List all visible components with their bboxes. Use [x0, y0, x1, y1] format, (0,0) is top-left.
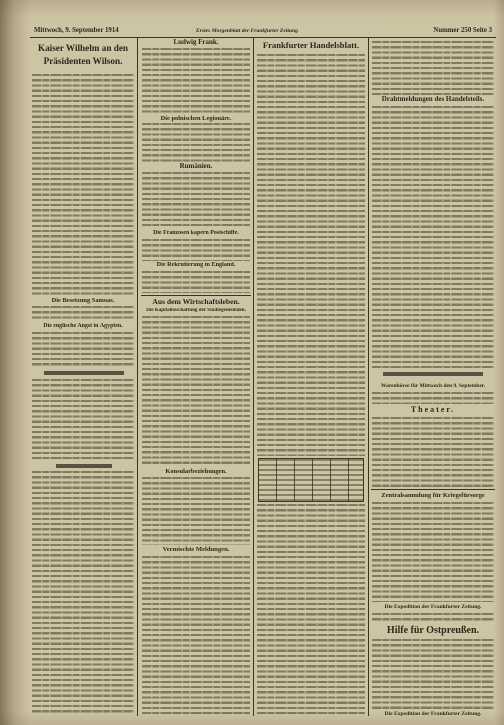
column-divider [253, 38, 254, 716]
body-text-block [142, 316, 250, 466]
edition-title: Erstes Morgenblatt der Frankfurter Zeitung [196, 28, 298, 34]
section-rule [141, 295, 251, 296]
illegible-headline [56, 464, 112, 468]
body-text-block [142, 271, 250, 293]
page-number: Nummer 250 Seite 3 [433, 27, 492, 34]
section-title: Aus dem Wirtschaftsleben. [152, 298, 240, 306]
section-rule [371, 489, 495, 490]
article-headline: Ludwig Frank. [173, 39, 219, 46]
body-text-block [32, 306, 134, 321]
article-headline: Die Franzosen kapern Postschiffe. [153, 230, 239, 236]
article-headline: Rumänien. [179, 163, 213, 170]
article-headline: Die polnischen Legionäre. [160, 115, 232, 122]
illegible-headline [44, 371, 124, 375]
issue-date: Mittwoch, 9. September 1914 [34, 27, 119, 34]
body-text-block [372, 639, 494, 709]
body-text-block [142, 172, 250, 229]
body-text-block [372, 41, 494, 95]
column-divider [137, 38, 138, 716]
column-divider [368, 38, 369, 716]
body-text-block [142, 239, 250, 261]
article-headline: Warenbörse für Mittwoch den 9. September. [380, 383, 486, 389]
body-text-block [142, 556, 250, 715]
body-text-block [257, 54, 365, 456]
article-headline: Vermischte Meldungen. [162, 546, 230, 553]
lead-headline [31, 42, 135, 68]
article-headline: Die Kapitalbeschaffung der Städtegemeinden. [146, 308, 246, 313]
body-text-block [142, 477, 250, 545]
body-text-block [32, 74, 134, 295]
article-headline: Konsularbeziehungen. [165, 468, 227, 475]
body-text-block [32, 471, 134, 715]
lead-headline-line: Kaiser Wilhelm an den [37, 43, 129, 53]
article-headline: Theater. [410, 406, 456, 414]
article-headline: Die englische Angst in Ägypten. [43, 323, 123, 329]
illegible-headline [383, 372, 483, 376]
signature-line: Die Expedition der Frankfurter Zeitung. [384, 604, 482, 610]
masthead-rule [30, 37, 496, 38]
body-text-block [142, 48, 250, 113]
lead-headline-line: Präsidenten Wilson. [43, 56, 123, 66]
article-headline: Hilfe für Ostpreußen. [386, 625, 480, 636]
section-title: Frankfurter Handelsblatt. [262, 41, 360, 50]
body-text-block [372, 417, 494, 488]
market-table [258, 458, 364, 502]
article-headline: Die Rekrutierung in England. [156, 262, 236, 268]
body-text-block [372, 392, 494, 404]
body-text-block [372, 613, 494, 623]
body-text-block [142, 123, 250, 162]
signature-line: Die Expedition der Frankfurter Zeitung. [384, 711, 482, 717]
body-text-block [372, 106, 494, 368]
section-title: Drahtmeldungen des Handelsteils. [381, 96, 485, 103]
article-headline: Zentralsammlung für Kriegsfürsorge [381, 492, 485, 499]
body-text-block [257, 504, 365, 715]
body-text-block [372, 502, 494, 602]
article-headline: Die Besetzung Samoas. [51, 297, 115, 304]
body-text-block [32, 332, 134, 368]
body-text-block [32, 379, 134, 461]
